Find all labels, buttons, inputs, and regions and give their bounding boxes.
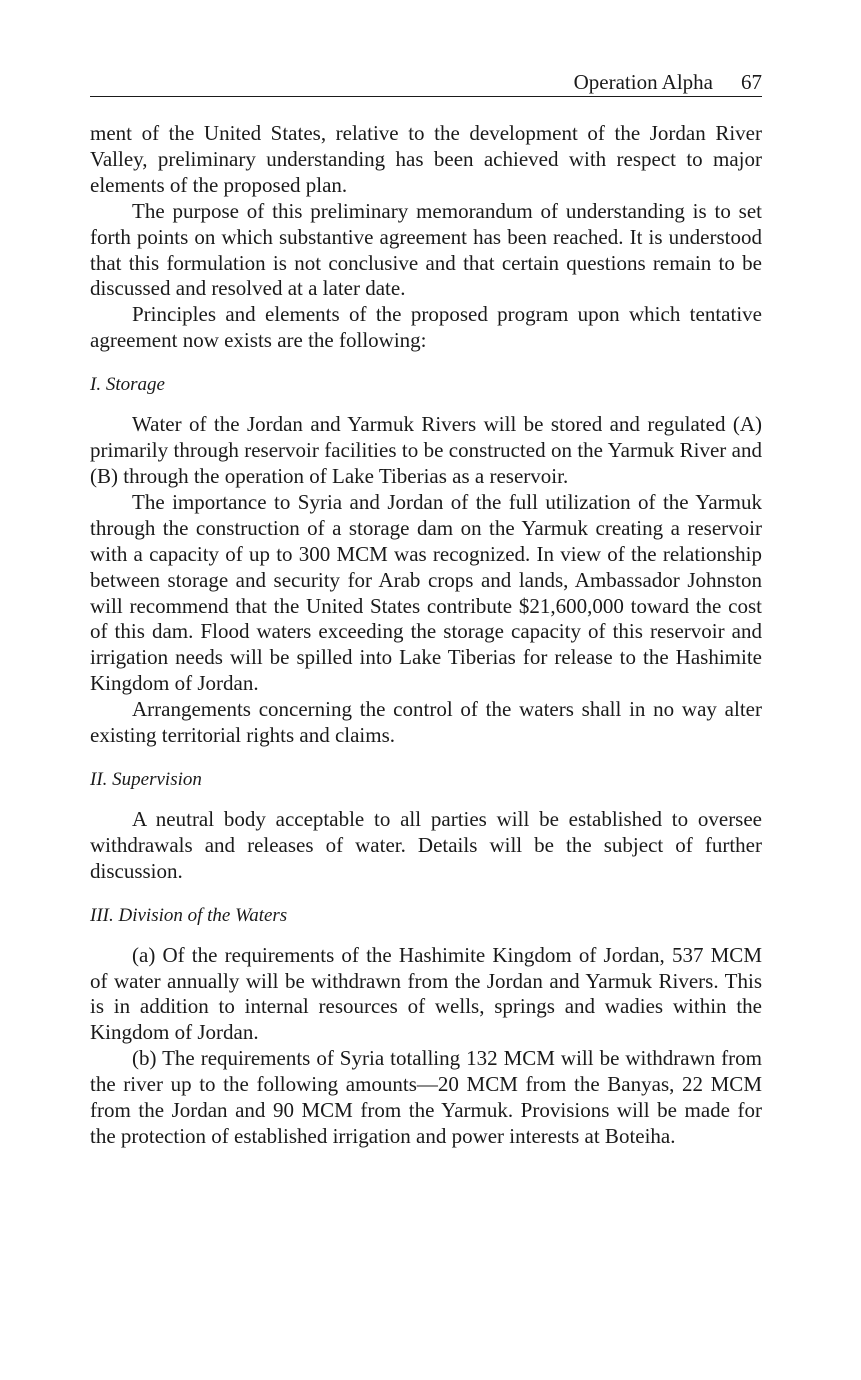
section-heading-supervision: II. Supervision <box>90 768 202 790</box>
running-head <box>90 70 762 97</box>
intro-paragraph-principles: Principles and elements of the proposed program upon which tentative agreement now exists are the following: <box>90 302 762 353</box>
section-heading-division: III. Division of the Waters <box>90 904 288 926</box>
storage-paragraph-2: The importance to Syria and Jordan of the full utilization of the Yarmuk through the construction of a storage dam on the Yarmuk creating a reservoir with a capacity of up to 300 MCM was recognized. In view of the relationship between storage and security for Arab crops and lands, Ambassador Johnston will recommend that the United States contribute $21,600,000 toward the cost of this dam. Flood waters exceeding the storage capacity of this reservoir and irrigation needs will be spilled into Lake Tiberias for release to the Hashimite Kingdom of Jordan. <box>90 489 762 696</box>
storage-paragraph-3: Arrangements concerning the control of the waters shall in no way alter existing territorial rights and claims. <box>90 697 762 748</box>
storage-paragraph-1: Water of the Jordan and Yarmuk Rivers will be stored and regulated (A) primarily through reservoir facilities to be constructed on the Yarmuk River and (B) through the operation of Lake Tiberias as a reservoir. <box>90 412 762 488</box>
page-number: 67 <box>741 70 762 94</box>
section-heading-storage: I. Storage <box>90 374 165 396</box>
page-body <box>90 121 762 1150</box>
intro-paragraph-purpose: The purpose of this preliminary memorandum of understanding is to set forth points on which substantive agreement has been reached. It is understood that this formulation is not conclusive and that certain questions remain to be discussed and resolved at a later date. <box>90 198 762 301</box>
supervision-paragraph-1: A neutral body acceptable to all parties will be established to oversee withdrawals and releases of water. Details will be the subject of further discussion. <box>90 806 762 883</box>
division-paragraph-a: (a) Of the requirements of the Hashimite Kingdom of Jordan, 537 MCM of water annually will be withdrawn from the Jordan and Yarmuk Rivers. This is in addition to internal resources of wells, springs and wadies within the Kingdom of Jordan. <box>90 942 762 1045</box>
division-paragraph-b: (b) The requirements of Syria totalling 132 MCM will be withdrawn from the river up to the following amounts—20 MCM from the Banyas, 22 MCM from the Jordan and 90 MCM from the Yarmuk. Provisions will be made for the protection of established irrigation and power interests at Boteiha. <box>90 1046 762 1148</box>
intro-paragraph-continued: ment of the United States, relative to the development of the Jordan River Valley, preliminary understanding has been achieved with respect to major elements of the proposed plan. <box>90 121 762 197</box>
book-page <box>90 70 762 1150</box>
running-head-title: Operation Alpha <box>573 70 713 94</box>
